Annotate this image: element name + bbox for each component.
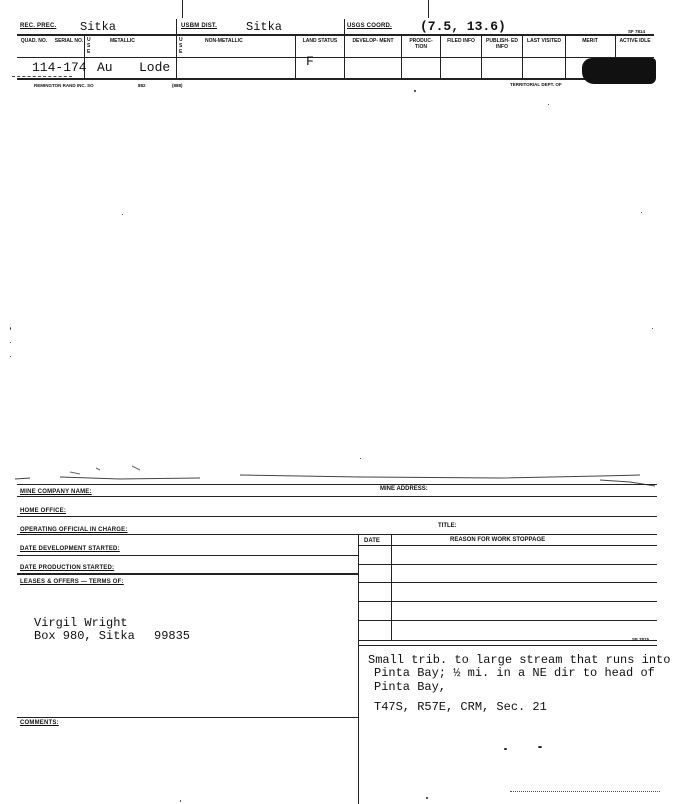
usgs-coord-label: USGS COORD. bbox=[347, 23, 392, 29]
mine-company-label: MINE COMPANY NAME: bbox=[20, 489, 92, 495]
rec-prec-value: Sitka bbox=[80, 20, 117, 34]
col-published-info: PUBLISH- ED INFO bbox=[486, 38, 518, 50]
col-land-status: LAND STATUS bbox=[302, 38, 338, 44]
col-merit: MERIT bbox=[582, 38, 598, 44]
col-production: PRODUC- TION bbox=[409, 38, 433, 50]
notes-line-3: Pinta Bay, bbox=[374, 680, 447, 694]
home-office-label: HOME OFFICE: bbox=[20, 508, 67, 514]
lower-form-number: SF 7815 bbox=[632, 637, 650, 642]
form-number: SF 7814 bbox=[628, 29, 646, 34]
usgs-coord-value: (7.5, 13.6) bbox=[420, 19, 506, 34]
date-col-label: DATE bbox=[364, 538, 380, 544]
col-active-idle: ACTIVE IDLE bbox=[619, 38, 651, 44]
col-serial-label: SERIAL NO. bbox=[54, 38, 84, 44]
comments-label: COMMENTS: bbox=[20, 720, 59, 726]
territorial-dept: TERRITORIAL DEPT. OF bbox=[510, 82, 562, 87]
date-production-label: DATE PRODUCTION STARTED: bbox=[20, 565, 115, 571]
title-label: TITLE: bbox=[438, 523, 457, 529]
col-metallic: METALLIC bbox=[110, 38, 135, 44]
operating-official-label: OPERATING OFFICIAL IN CHARGE: bbox=[20, 527, 128, 533]
usbm-dist-value: Sitka bbox=[246, 20, 283, 34]
redaction-mark bbox=[582, 58, 656, 84]
record-land-status: F bbox=[306, 54, 314, 69]
col-quad-serial bbox=[20, 38, 84, 44]
printer-code-1: 882 bbox=[138, 83, 146, 88]
printer-imprint: REMINGTON RAND INC. SO bbox=[34, 83, 94, 88]
reason-col-label: REASON FOR WORK STOPPAGE bbox=[450, 537, 546, 543]
owner-name: Virgil Wright bbox=[34, 616, 128, 630]
col-non-metallic: NON-METALLIC bbox=[205, 38, 243, 44]
leases-offers-label: LEASES & OFFERS — TERMS OF: bbox=[20, 579, 124, 585]
notes-location: T47S, R57E, CRM, Sec. 21 bbox=[374, 700, 547, 714]
usbm-dist-label: USBM DIST. bbox=[181, 23, 218, 29]
rec-prec-label: REC. PREC. bbox=[20, 23, 57, 29]
notes-line-1: Small trib. to large stream that runs into bbox=[368, 653, 671, 667]
col-quad-label: QUAD. NO. bbox=[20, 38, 48, 44]
mine-address-label: MINE ADDRESS: bbox=[380, 486, 428, 492]
col-development: DEVELOP- MENT bbox=[352, 38, 394, 44]
notes-line-2: Pinta Bay; ½ mi. in a NE dir to head of bbox=[374, 666, 655, 680]
col-filed-info: FILED INFO bbox=[447, 38, 475, 44]
record-quad-serial: 114-174 bbox=[32, 60, 87, 75]
printer-code-2: (888) bbox=[172, 83, 183, 88]
record-metallic-commodity: Au bbox=[97, 60, 113, 75]
date-development-label: DATE DEVELOPMENT STARTED: bbox=[20, 546, 120, 552]
owner-zip: 99835 bbox=[154, 629, 191, 643]
card-edge bbox=[0, 462, 678, 492]
col-use-metallic: U S E bbox=[87, 37, 91, 55]
col-last-visited: LAST VISITED bbox=[527, 38, 561, 44]
col-use-nonmetallic: U S E bbox=[179, 37, 183, 55]
record-metallic-type: Lode bbox=[139, 60, 171, 75]
owner-address: Box 980, Sitka bbox=[34, 629, 135, 643]
